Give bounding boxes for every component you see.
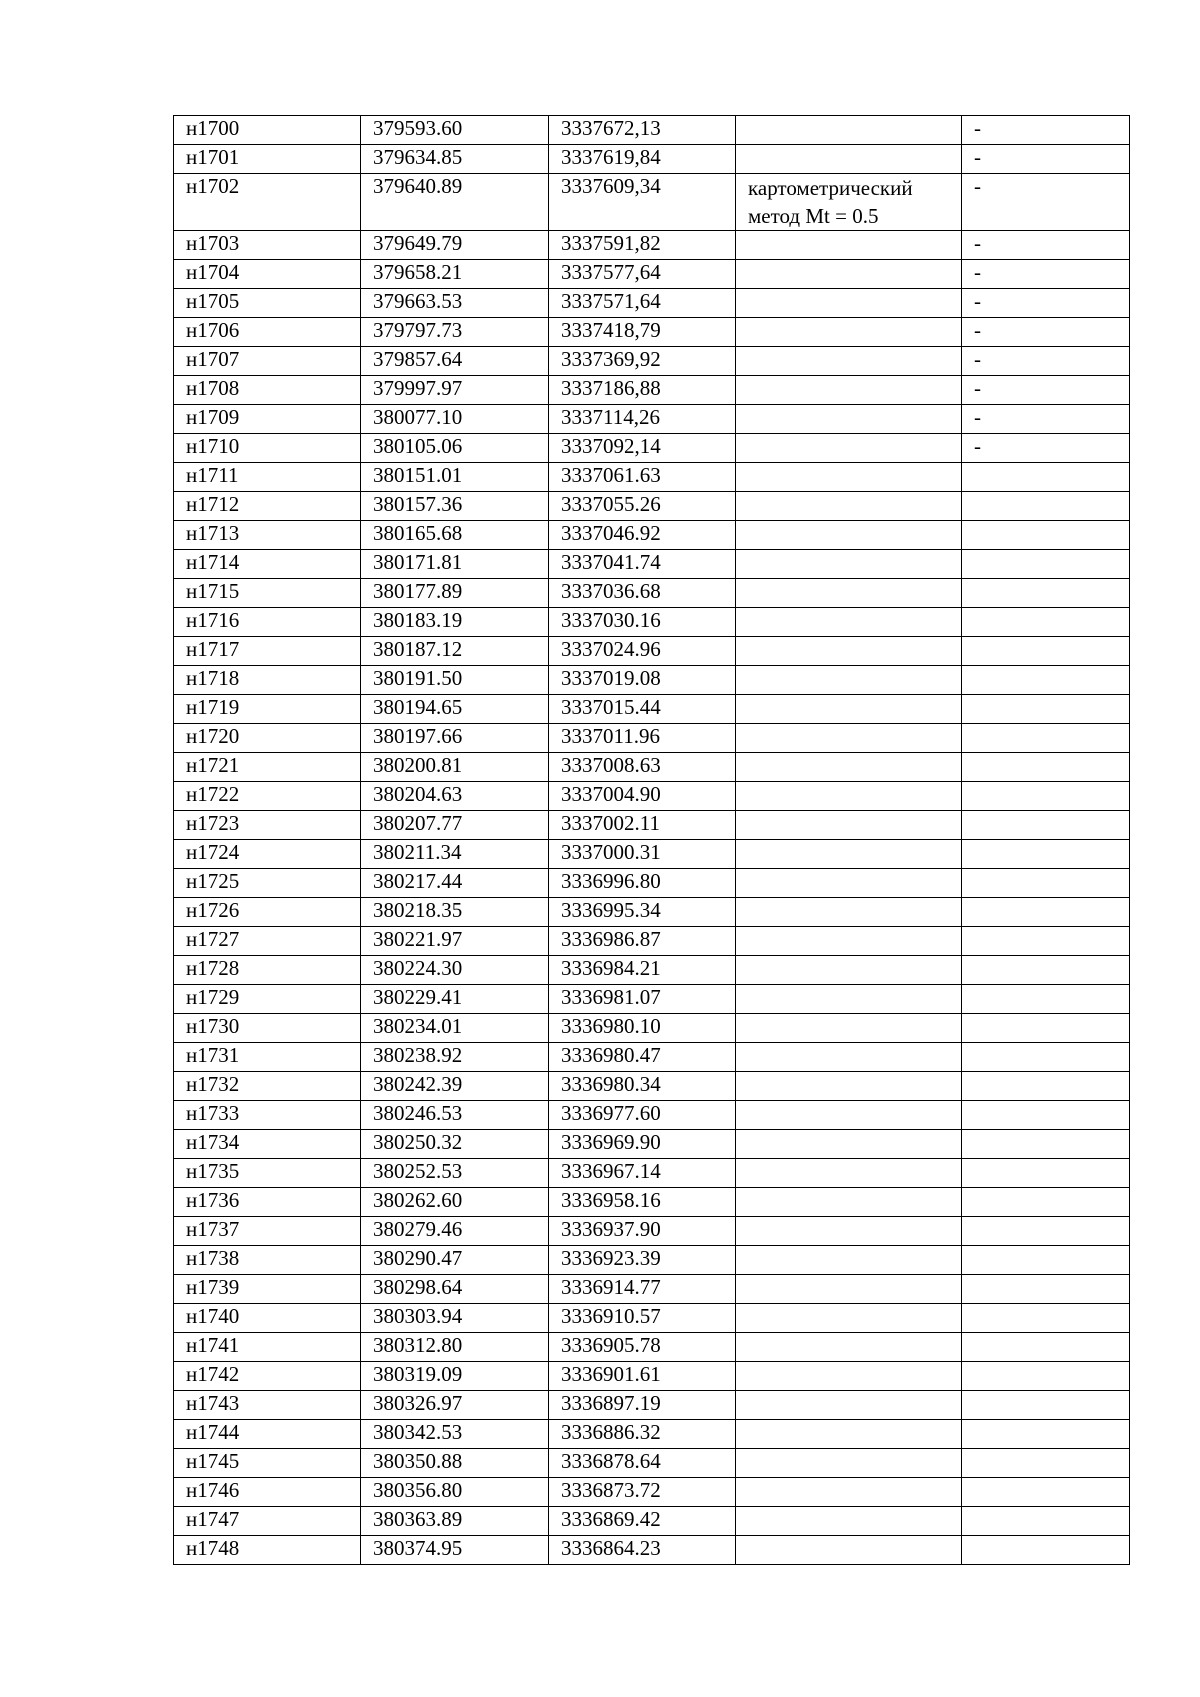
mark-cell <box>962 1478 1130 1507</box>
x-coordinate-cell: 380207.77 <box>361 811 549 840</box>
point-id-cell: н1704 <box>174 260 361 289</box>
method-cell <box>736 724 962 753</box>
method-cell <box>736 637 962 666</box>
mark-cell: - <box>962 405 1130 434</box>
x-coordinate-cell: 380077.10 <box>361 405 549 434</box>
mark-cell <box>962 1188 1130 1217</box>
x-coordinate-cell: 380234.01 <box>361 1014 549 1043</box>
x-coordinate-cell: 380197.66 <box>361 724 549 753</box>
x-coordinate-cell: 380246.53 <box>361 1101 549 1130</box>
x-coordinate-cell: 380279.46 <box>361 1217 549 1246</box>
method-cell <box>736 145 962 174</box>
table-row <box>174 1072 1130 1101</box>
table-row <box>174 1014 1130 1043</box>
point-id-cell: н1742 <box>174 1362 361 1391</box>
point-id-cell: н1723 <box>174 811 361 840</box>
method-cell <box>736 289 962 318</box>
point-id-cell: н1744 <box>174 1420 361 1449</box>
mark-cell <box>962 1246 1130 1275</box>
x-coordinate-cell: 379997.97 <box>361 376 549 405</box>
mark-cell <box>962 463 1130 492</box>
table-row <box>174 666 1130 695</box>
method-cell <box>736 1043 962 1072</box>
table-row <box>174 1362 1130 1391</box>
table-row <box>174 956 1130 985</box>
coordinates-table <box>173 115 1130 1565</box>
table-row <box>174 231 1130 260</box>
x-coordinate-cell: 380312.80 <box>361 1333 549 1362</box>
y-coordinate-cell: 3337036.68 <box>549 579 736 608</box>
table-row <box>174 1333 1130 1362</box>
x-coordinate-cell: 380350.88 <box>361 1449 549 1478</box>
point-id-cell: н1714 <box>174 550 361 579</box>
method-cell <box>736 695 962 724</box>
table-row <box>174 1507 1130 1536</box>
x-coordinate-cell: 380303.94 <box>361 1304 549 1333</box>
mark-cell <box>962 869 1130 898</box>
point-id-cell: н1715 <box>174 579 361 608</box>
mark-cell: - <box>962 376 1130 405</box>
mark-cell <box>962 608 1130 637</box>
table-row <box>174 1449 1130 1478</box>
x-coordinate-cell: 380319.09 <box>361 1362 549 1391</box>
mark-cell <box>962 1391 1130 1420</box>
table-row <box>174 985 1130 1014</box>
mark-cell <box>962 985 1130 1014</box>
x-coordinate-cell: 380238.92 <box>361 1043 549 1072</box>
mark-cell <box>962 666 1130 695</box>
coordinates-table-body <box>174 116 1130 1565</box>
table-row <box>174 1043 1130 1072</box>
mark-cell: - <box>962 289 1130 318</box>
point-id-cell: н1739 <box>174 1275 361 1304</box>
point-id-cell: н1740 <box>174 1304 361 1333</box>
x-coordinate-cell: 379663.53 <box>361 289 549 318</box>
table-row <box>174 724 1130 753</box>
point-id-cell: н1733 <box>174 1101 361 1130</box>
mark-cell <box>962 898 1130 927</box>
table-row <box>174 318 1130 347</box>
mark-cell <box>962 724 1130 753</box>
x-coordinate-cell: 380252.53 <box>361 1159 549 1188</box>
y-coordinate-cell: 3337619,84 <box>549 145 736 174</box>
mark-cell <box>962 1507 1130 1536</box>
mark-cell <box>962 811 1130 840</box>
point-id-cell: н1729 <box>174 985 361 1014</box>
y-coordinate-cell: 3337041.74 <box>549 550 736 579</box>
y-coordinate-cell: 3337672,13 <box>549 116 736 145</box>
table-row <box>174 405 1130 434</box>
mark-cell <box>962 1014 1130 1043</box>
method-cell: картометрический метод Mt = 0.5 <box>736 174 962 231</box>
method-cell <box>736 579 962 608</box>
mark-cell: - <box>962 231 1130 260</box>
x-coordinate-cell: 380217.44 <box>361 869 549 898</box>
y-coordinate-cell: 3336980.10 <box>549 1014 736 1043</box>
y-coordinate-cell: 3336910.57 <box>549 1304 736 1333</box>
x-coordinate-cell: 380242.39 <box>361 1072 549 1101</box>
mark-cell <box>962 1536 1130 1565</box>
y-coordinate-cell: 3336958.16 <box>549 1188 736 1217</box>
y-coordinate-cell: 3336869.42 <box>549 1507 736 1536</box>
y-coordinate-cell: 3337015.44 <box>549 695 736 724</box>
mark-cell <box>962 1304 1130 1333</box>
x-coordinate-cell: 379658.21 <box>361 260 549 289</box>
table-row <box>174 927 1130 956</box>
mark-cell <box>962 1101 1130 1130</box>
table-row <box>174 463 1130 492</box>
table-row <box>174 579 1130 608</box>
method-cell <box>736 608 962 637</box>
y-coordinate-cell: 3337418,79 <box>549 318 736 347</box>
y-coordinate-cell: 3337369,92 <box>549 347 736 376</box>
point-id-cell: н1702 <box>174 174 361 231</box>
x-coordinate-cell: 380262.60 <box>361 1188 549 1217</box>
method-cell <box>736 116 962 145</box>
y-coordinate-cell: 3337577,64 <box>549 260 736 289</box>
method-cell <box>736 1449 962 1478</box>
method-cell <box>736 1188 962 1217</box>
point-id-cell: н1728 <box>174 956 361 985</box>
table-row <box>174 1246 1130 1275</box>
mark-cell: - <box>962 260 1130 289</box>
point-id-cell: н1727 <box>174 927 361 956</box>
point-id-cell: н1722 <box>174 782 361 811</box>
point-id-cell: н1726 <box>174 898 361 927</box>
point-id-cell: н1741 <box>174 1333 361 1362</box>
method-cell <box>736 1304 962 1333</box>
x-coordinate-cell: 380157.36 <box>361 492 549 521</box>
y-coordinate-cell: 3336969.90 <box>549 1130 736 1159</box>
y-coordinate-cell: 3337571,64 <box>549 289 736 318</box>
y-coordinate-cell: 3337591,82 <box>549 231 736 260</box>
table-row <box>174 695 1130 724</box>
point-id-cell: н1731 <box>174 1043 361 1072</box>
y-coordinate-cell: 3337186,88 <box>549 376 736 405</box>
mark-cell: - <box>962 174 1130 231</box>
point-id-cell: н1745 <box>174 1449 361 1478</box>
mark-cell <box>962 1159 1130 1188</box>
point-id-cell: н1713 <box>174 521 361 550</box>
y-coordinate-cell: 3336905.78 <box>549 1333 736 1362</box>
x-coordinate-cell: 380218.35 <box>361 898 549 927</box>
y-coordinate-cell: 3337004.90 <box>549 782 736 811</box>
mark-cell <box>962 1275 1130 1304</box>
method-cell <box>736 898 962 927</box>
point-id-cell: н1709 <box>174 405 361 434</box>
x-coordinate-cell: 380204.63 <box>361 782 549 811</box>
method-cell <box>736 1420 962 1449</box>
table-row <box>174 521 1130 550</box>
point-id-cell: н1721 <box>174 753 361 782</box>
table-row <box>174 347 1130 376</box>
mark-cell <box>962 1420 1130 1449</box>
method-cell <box>736 405 962 434</box>
y-coordinate-cell: 3336878.64 <box>549 1449 736 1478</box>
method-cell <box>736 434 962 463</box>
mark-cell <box>962 637 1130 666</box>
mark-cell <box>962 1449 1130 1478</box>
table-row <box>174 174 1130 231</box>
method-cell <box>736 1275 962 1304</box>
x-coordinate-cell: 379634.85 <box>361 145 549 174</box>
point-id-cell: н1734 <box>174 1130 361 1159</box>
point-id-cell: н1747 <box>174 1507 361 1536</box>
point-id-cell: н1701 <box>174 145 361 174</box>
point-id-cell: н1748 <box>174 1536 361 1565</box>
method-cell <box>736 492 962 521</box>
point-id-cell: н1716 <box>174 608 361 637</box>
mark-cell <box>962 1130 1130 1159</box>
point-id-cell: н1735 <box>174 1159 361 1188</box>
table-row <box>174 116 1130 145</box>
y-coordinate-cell: 3337002.11 <box>549 811 736 840</box>
point-id-cell: н1737 <box>174 1217 361 1246</box>
y-coordinate-cell: 3337046.92 <box>549 521 736 550</box>
point-id-cell: н1732 <box>174 1072 361 1101</box>
method-cell <box>736 666 962 695</box>
mark-cell: - <box>962 145 1130 174</box>
method-cell <box>736 463 962 492</box>
y-coordinate-cell: 3336864.23 <box>549 1536 736 1565</box>
point-id-cell: н1718 <box>174 666 361 695</box>
x-coordinate-cell: 379593.60 <box>361 116 549 145</box>
method-cell <box>736 1333 962 1362</box>
table-row <box>174 492 1130 521</box>
table-row <box>174 840 1130 869</box>
y-coordinate-cell: 3337019.08 <box>549 666 736 695</box>
x-coordinate-cell: 380200.81 <box>361 753 549 782</box>
y-coordinate-cell: 3337061.63 <box>549 463 736 492</box>
x-coordinate-cell: 379857.64 <box>361 347 549 376</box>
x-coordinate-cell: 380363.89 <box>361 1507 549 1536</box>
y-coordinate-cell: 3336981.07 <box>549 985 736 1014</box>
point-id-cell: н1746 <box>174 1478 361 1507</box>
x-coordinate-cell: 380165.68 <box>361 521 549 550</box>
mark-cell <box>962 753 1130 782</box>
table-row <box>174 1159 1130 1188</box>
y-coordinate-cell: 3337055.26 <box>549 492 736 521</box>
method-cell <box>736 1391 962 1420</box>
point-id-cell: н1719 <box>174 695 361 724</box>
y-coordinate-cell: 3337092,14 <box>549 434 736 463</box>
method-cell <box>736 1478 962 1507</box>
y-coordinate-cell: 3336986.87 <box>549 927 736 956</box>
method-cell <box>736 811 962 840</box>
y-coordinate-cell: 3336923.39 <box>549 1246 736 1275</box>
table-row <box>174 811 1130 840</box>
x-coordinate-cell: 379649.79 <box>361 231 549 260</box>
y-coordinate-cell: 3336901.61 <box>549 1362 736 1391</box>
x-coordinate-cell: 380224.30 <box>361 956 549 985</box>
mark-cell <box>962 492 1130 521</box>
mark-cell: - <box>962 347 1130 376</box>
point-id-cell: н1717 <box>174 637 361 666</box>
point-id-cell: н1712 <box>174 492 361 521</box>
x-coordinate-cell: 380177.89 <box>361 579 549 608</box>
table-row <box>174 434 1130 463</box>
method-cell <box>736 869 962 898</box>
table-row <box>174 1391 1130 1420</box>
mark-cell <box>962 956 1130 985</box>
x-coordinate-cell: 379640.89 <box>361 174 549 231</box>
mark-cell <box>962 1217 1130 1246</box>
mark-cell <box>962 550 1130 579</box>
y-coordinate-cell: 3336886.32 <box>549 1420 736 1449</box>
y-coordinate-cell: 3336914.77 <box>549 1275 736 1304</box>
mark-cell <box>962 927 1130 956</box>
mark-cell <box>962 1043 1130 1072</box>
method-cell <box>736 1159 962 1188</box>
y-coordinate-cell: 3336996.80 <box>549 869 736 898</box>
table-row <box>174 1188 1130 1217</box>
point-id-cell: н1743 <box>174 1391 361 1420</box>
x-coordinate-cell: 380191.50 <box>361 666 549 695</box>
point-id-cell: н1705 <box>174 289 361 318</box>
y-coordinate-cell: 3336980.47 <box>549 1043 736 1072</box>
y-coordinate-cell: 3336873.72 <box>549 1478 736 1507</box>
method-cell <box>736 1130 962 1159</box>
y-coordinate-cell: 3337000.31 <box>549 840 736 869</box>
method-cell <box>736 1014 962 1043</box>
y-coordinate-cell: 3336897.19 <box>549 1391 736 1420</box>
table-row <box>174 637 1130 666</box>
y-coordinate-cell: 3336937.90 <box>549 1217 736 1246</box>
method-cell <box>736 927 962 956</box>
method-cell <box>736 1101 962 1130</box>
mark-cell: - <box>962 434 1130 463</box>
point-id-cell: н1730 <box>174 1014 361 1043</box>
x-coordinate-cell: 380250.32 <box>361 1130 549 1159</box>
y-coordinate-cell: 3337609,34 <box>549 174 736 231</box>
mark-cell <box>962 579 1130 608</box>
table-row <box>174 376 1130 405</box>
x-coordinate-cell: 380221.97 <box>361 927 549 956</box>
point-id-cell: н1706 <box>174 318 361 347</box>
y-coordinate-cell: 3337024.96 <box>549 637 736 666</box>
point-id-cell: н1738 <box>174 1246 361 1275</box>
method-cell <box>736 550 962 579</box>
x-coordinate-cell: 380342.53 <box>361 1420 549 1449</box>
table-row <box>174 1420 1130 1449</box>
method-cell <box>736 521 962 550</box>
x-coordinate-cell: 380151.01 <box>361 463 549 492</box>
method-cell <box>736 782 962 811</box>
point-id-cell: н1710 <box>174 434 361 463</box>
point-id-cell: н1725 <box>174 869 361 898</box>
point-id-cell: н1700 <box>174 116 361 145</box>
table-row <box>174 260 1130 289</box>
method-cell <box>736 260 962 289</box>
table-row <box>174 1101 1130 1130</box>
table-row <box>174 1536 1130 1565</box>
table-row <box>174 753 1130 782</box>
table-row <box>174 289 1130 318</box>
table-row <box>174 608 1130 637</box>
table-row <box>174 1130 1130 1159</box>
method-cell <box>736 985 962 1014</box>
mark-cell <box>962 782 1130 811</box>
point-id-cell: н1720 <box>174 724 361 753</box>
table-row <box>174 1478 1130 1507</box>
x-coordinate-cell: 380187.12 <box>361 637 549 666</box>
table-row <box>174 145 1130 174</box>
method-cell <box>736 1217 962 1246</box>
y-coordinate-cell: 3336984.21 <box>549 956 736 985</box>
mark-cell <box>962 840 1130 869</box>
x-coordinate-cell: 380171.81 <box>361 550 549 579</box>
method-cell <box>736 1536 962 1565</box>
mark-cell <box>962 521 1130 550</box>
y-coordinate-cell: 3336995.34 <box>549 898 736 927</box>
method-cell <box>736 840 962 869</box>
x-coordinate-cell: 380211.34 <box>361 840 549 869</box>
y-coordinate-cell: 3336980.34 <box>549 1072 736 1101</box>
x-coordinate-cell: 380374.95 <box>361 1536 549 1565</box>
x-coordinate-cell: 380229.41 <box>361 985 549 1014</box>
y-coordinate-cell: 3337008.63 <box>549 753 736 782</box>
mark-cell <box>962 1362 1130 1391</box>
method-cell <box>736 1362 962 1391</box>
x-coordinate-cell: 380298.64 <box>361 1275 549 1304</box>
table-row <box>174 1304 1130 1333</box>
point-id-cell: н1736 <box>174 1188 361 1217</box>
x-coordinate-cell: 380326.97 <box>361 1391 549 1420</box>
method-cell <box>736 1072 962 1101</box>
mark-cell: - <box>962 116 1130 145</box>
y-coordinate-cell: 3337114,26 <box>549 405 736 434</box>
method-cell <box>736 376 962 405</box>
point-id-cell: н1711 <box>174 463 361 492</box>
table-row <box>174 898 1130 927</box>
table-row <box>174 782 1130 811</box>
y-coordinate-cell: 3336967.14 <box>549 1159 736 1188</box>
method-cell <box>736 1507 962 1536</box>
x-coordinate-cell: 380194.65 <box>361 695 549 724</box>
mark-cell <box>962 695 1130 724</box>
x-coordinate-cell: 379797.73 <box>361 318 549 347</box>
table-row <box>174 550 1130 579</box>
mark-cell <box>962 1072 1130 1101</box>
method-cell <box>736 956 962 985</box>
table-row <box>174 1275 1130 1304</box>
method-cell <box>736 231 962 260</box>
y-coordinate-cell: 3337030.16 <box>549 608 736 637</box>
y-coordinate-cell: 3337011.96 <box>549 724 736 753</box>
method-cell <box>736 318 962 347</box>
x-coordinate-cell: 380356.80 <box>361 1478 549 1507</box>
x-coordinate-cell: 380105.06 <box>361 434 549 463</box>
y-coordinate-cell: 3336977.60 <box>549 1101 736 1130</box>
method-cell <box>736 753 962 782</box>
x-coordinate-cell: 380183.19 <box>361 608 549 637</box>
table-row <box>174 869 1130 898</box>
mark-cell <box>962 1333 1130 1362</box>
point-id-cell: н1703 <box>174 231 361 260</box>
point-id-cell: н1708 <box>174 376 361 405</box>
method-cell <box>736 347 962 376</box>
point-id-cell: н1724 <box>174 840 361 869</box>
x-coordinate-cell: 380290.47 <box>361 1246 549 1275</box>
point-id-cell: н1707 <box>174 347 361 376</box>
mark-cell: - <box>962 318 1130 347</box>
table-row <box>174 1217 1130 1246</box>
method-cell <box>736 1246 962 1275</box>
